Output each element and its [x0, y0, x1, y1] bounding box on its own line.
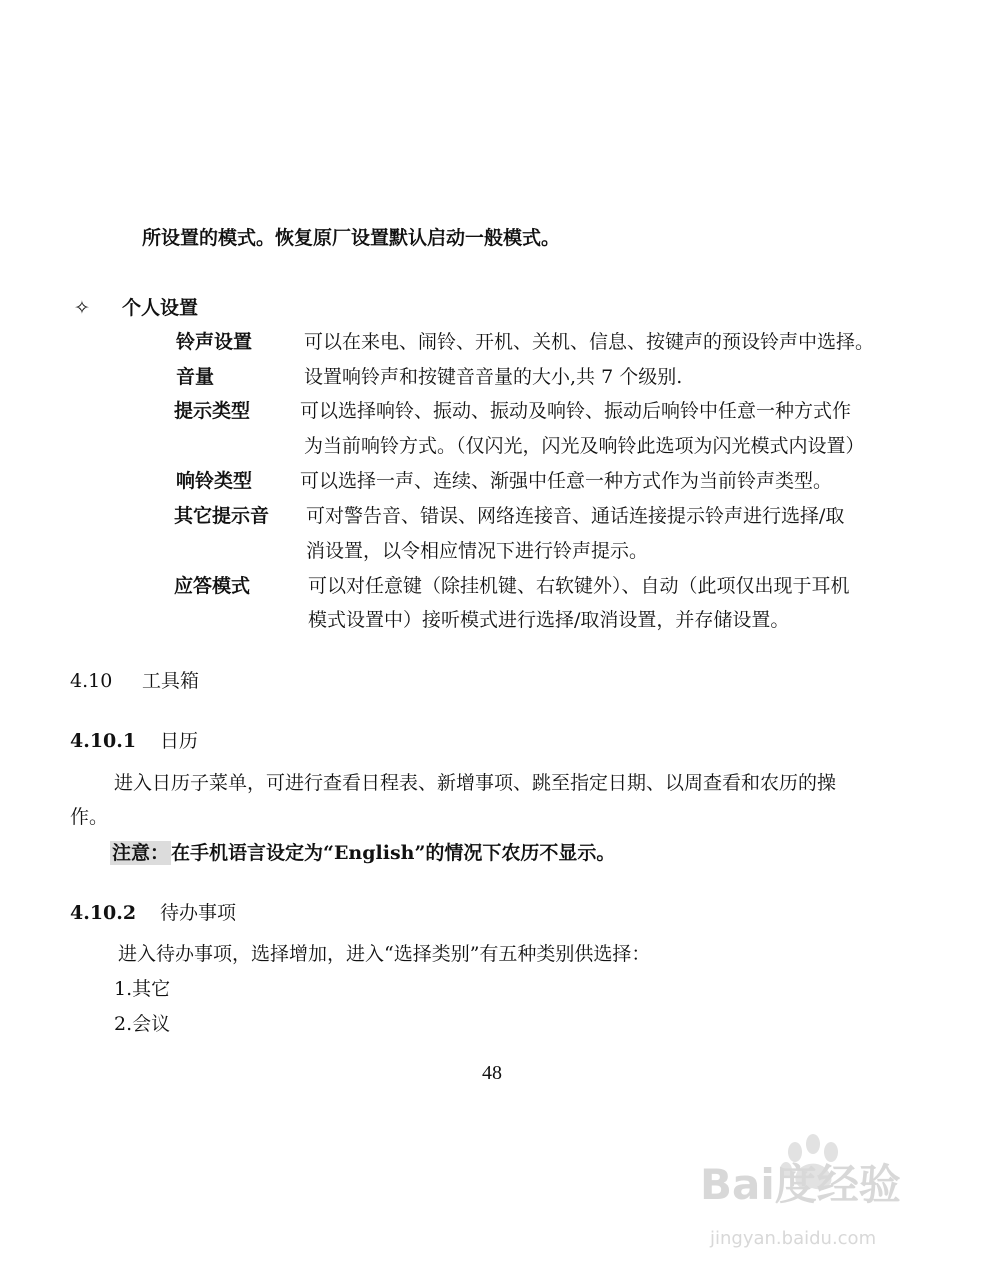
intro-text: 所设置的模式。恢复原厂设置默认启动一般模式。	[142, 227, 561, 249]
watermark-url: jingyan.baidu.com	[710, 1228, 877, 1249]
item-desc-alert-type-1: 可以选择响铃、振动、振动及响铃、振动后响铃中任意一种方式作	[300, 400, 852, 422]
section-4-10-2-number: 4.10.2	[70, 902, 137, 924]
todo-list-item-1: 1.其它	[114, 978, 171, 1000]
item-label-alert-type: 提示类型	[174, 400, 251, 422]
item-desc-answer-mode-1: 可以对任意键（除挂机键、右软键外）、自动（此项仅出现于耳机	[308, 575, 850, 597]
item-label-ring-type: 响铃类型	[176, 470, 253, 492]
item-desc-volume: 设置响铃声和按键音音量的大小,共 7 个级别.	[304, 366, 683, 388]
section-4-10-title: 工具箱	[142, 670, 200, 692]
page-number: 48	[482, 1062, 502, 1084]
calendar-paragraph-line-2: 作。	[70, 806, 109, 828]
section-4-10-number: 4.10	[70, 670, 113, 692]
item-desc-alert-type-2: 为当前响铃方式。（仅闪光，闪光及响铃此选项为闪光模式内设置）	[304, 435, 865, 457]
item-desc-ring-type: 可以选择一声、连续、渐强中任意一种方式作为当前铃声类型。	[300, 470, 833, 492]
section-4-10-2-title: 待办事项	[160, 902, 237, 924]
todo-paragraph: 进入待办事项，选择增加，进入“选择类别”有五种类别供选择：	[118, 943, 651, 965]
item-desc-answer-mode-2: 模式设置中）接听模式进行选择/取消设置，并存储设置。	[308, 609, 790, 631]
calendar-paragraph-line-1: 进入日历子菜单，可进行查看日程表、新增事项、跳至指定日期、以周查看和农历的操	[114, 772, 837, 794]
item-desc-ringtone: 可以在来电、闹铃、开机、关机、信息、按键声的预设铃声中选择。	[304, 331, 875, 353]
note-text: 在手机语言设定为“English”的情况下农历不显示。	[171, 842, 616, 864]
item-label-ringtone: 铃声设置	[176, 331, 253, 353]
calendar-note	[110, 841, 615, 865]
bullet-icon: ✧	[74, 297, 90, 319]
item-label-volume: 音量	[176, 366, 215, 388]
item-label-other-tones: 其它提示音	[174, 505, 270, 527]
section-4-10-1-number: 4.10.1	[70, 730, 137, 752]
baidu-watermark	[700, 1130, 960, 1270]
watermark-brand: Bai度经验	[700, 1160, 901, 1209]
note-label: 注意：	[112, 842, 170, 864]
personal-settings-title: 个人设置	[122, 297, 199, 319]
item-desc-other-tones-1: 可对警告音、错误、网络连接音、通话连接提示铃声进行选择/取	[306, 505, 845, 527]
todo-list-item-2: 2.会议	[114, 1013, 171, 1035]
item-label-answer-mode: 应答模式	[174, 575, 251, 597]
item-desc-other-tones-2: 消设置，以令相应情况下进行铃声提示。	[306, 540, 649, 562]
section-4-10-1-title: 日历	[160, 730, 199, 752]
